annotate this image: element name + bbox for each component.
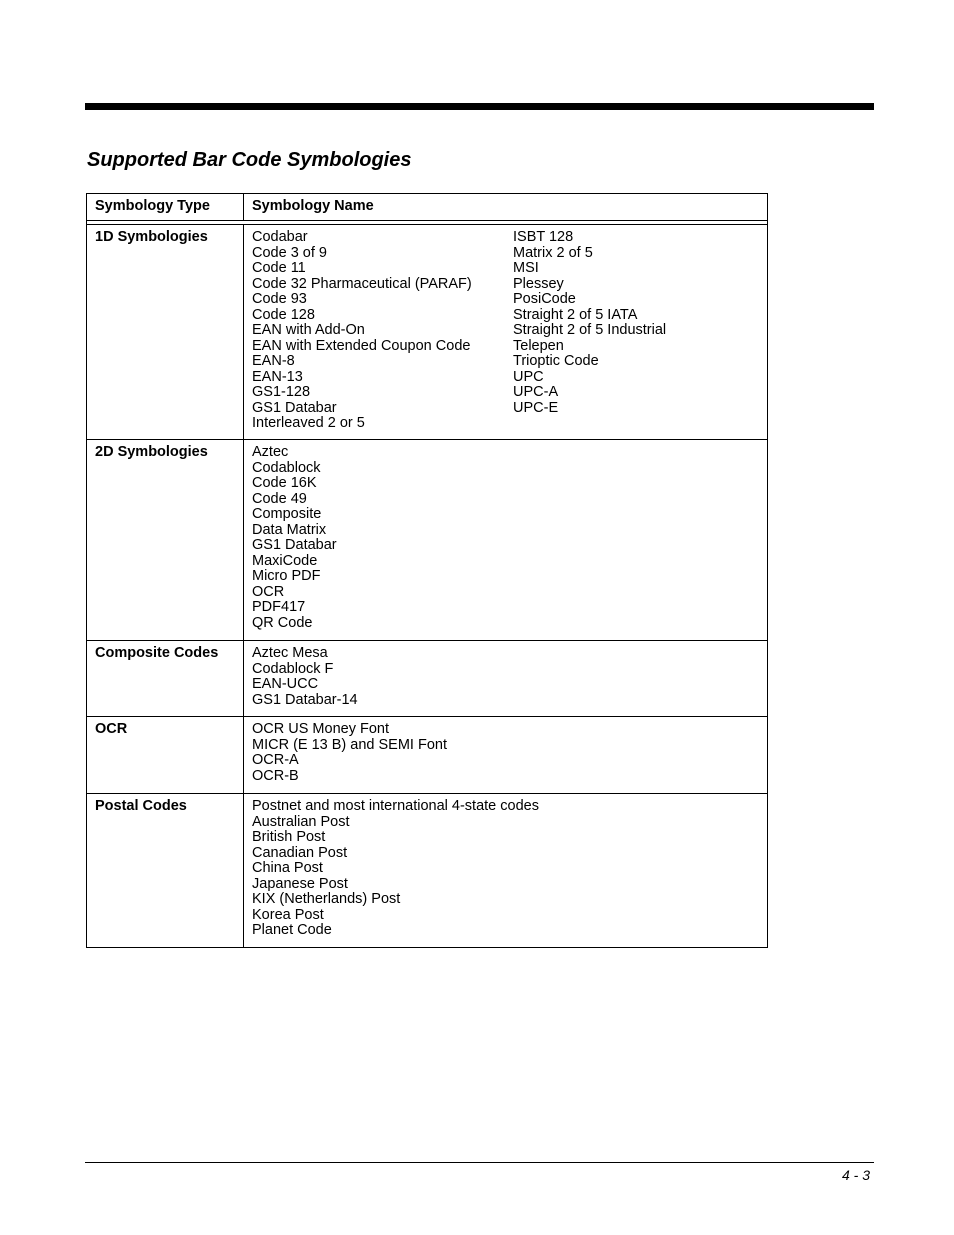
symbology-name-item: MSI (513, 260, 539, 276)
symbology-name-item: EAN with Extended Coupon Code (252, 337, 471, 354)
symbology-name-item: OCR-B (252, 767, 299, 784)
symbology-name-item: Code 16K (252, 475, 317, 491)
symbology-name-item: GS1 Databar-14 (252, 691, 358, 708)
header-symbology-name: Symbology Name (252, 198, 374, 214)
symbology-name-item: China Post (252, 860, 323, 876)
header-symbology-type: Symbology Type (87, 194, 244, 220)
symbology-name-item: Planet Code (252, 922, 332, 938)
symbology-name-item: Korea Post (252, 906, 324, 923)
bottom-rule (85, 1162, 874, 1163)
symbology-name-item: EAN with Add-On (252, 322, 365, 338)
symbology-name-item: Straight 2 of 5 IATA (513, 306, 638, 323)
symbology-name-item: PosiCode (513, 291, 576, 307)
symbology-name-item: GS1-128 (252, 384, 311, 400)
symbology-name-item: Code 128 (252, 306, 315, 323)
symbology-name-item: MICR (E 13 B) and SEMI Font (252, 736, 448, 753)
symbology-name-item: Code 3 of 9 (252, 244, 327, 261)
symbology-name-item: EAN-8 (252, 353, 295, 369)
symbology-name-item: Aztec Mesa (252, 645, 328, 661)
symbology-name-cell (244, 440, 767, 640)
symbology-type-cell: 1D Symbologies (87, 225, 244, 439)
symbology-name-item: Aztec (252, 444, 289, 460)
symbology-type-cell: OCR (87, 717, 244, 793)
symbology-name-item: Data Matrix (252, 521, 327, 538)
symbology-list-col2 (513, 230, 759, 432)
symbology-name-cell (244, 794, 767, 947)
page-title: Supported Bar Code Symbologies (87, 149, 412, 171)
symbology-name-item: UPC (513, 368, 544, 385)
symbology-name-item: Code 11 (252, 260, 306, 276)
table-header-row (87, 194, 767, 221)
symbology-name-cell (244, 717, 767, 793)
symbology-name-item: Straight 2 of 5 Industrial (513, 322, 667, 338)
symbology-name-item: UPC-E (513, 399, 559, 416)
symbology-type-cell: 2D Symbologies (87, 440, 244, 640)
symbology-name-item: Code 32 Pharmaceutical (PARAF) (252, 275, 472, 292)
symbology-name-item: OCR US Money Font (252, 721, 389, 737)
symbology-table (86, 193, 768, 948)
symbology-name-item: Japanese Post (252, 875, 348, 892)
symbology-name-cell (244, 225, 767, 439)
page-number: 4 - 3 (841, 1167, 870, 1183)
symbology-list-col1 (252, 230, 513, 432)
symbology-name-item: MaxiCode (252, 552, 318, 569)
symbology-name-item: EAN-UCC (252, 676, 319, 692)
symbology-name-item: Codablock (252, 459, 321, 476)
symbology-name-item: ISBT 128 (513, 229, 574, 245)
symbology-name-item: EAN-13 (252, 368, 303, 385)
symbology-name-item: Interleaved 2 or 5 (252, 415, 365, 431)
symbology-name-item: Telepen (513, 337, 564, 354)
symbology-name-item: Postnet and most international 4-state codes (252, 798, 539, 814)
table-row-ocr (87, 716, 767, 793)
symbology-name-item: QR Code (252, 614, 313, 631)
symbology-name-cell (244, 641, 767, 716)
symbology-name-item: Matrix 2 of 5 (513, 244, 593, 261)
table-row-composite (87, 640, 767, 716)
top-rule (85, 103, 874, 110)
symbology-name-item: Code 93 (252, 291, 307, 307)
symbology-type-cell: Postal Codes (87, 794, 244, 947)
symbology-type-cell: Composite Codes (87, 641, 244, 716)
symbology-name-item: Canadian Post (252, 844, 348, 861)
table-row-1d (87, 224, 767, 439)
symbology-name-item: Australian Post (252, 813, 350, 830)
symbology-name-item: UPC-A (513, 384, 559, 400)
symbology-name-item: Plessey (513, 275, 564, 292)
symbology-name-item: Codabar (252, 229, 308, 245)
symbology-name-item: Trioptic Code (513, 353, 599, 369)
symbology-name-item: GS1 Databar (252, 399, 337, 416)
symbology-name-item: Code 49 (252, 490, 307, 507)
symbology-name-item: Composite (252, 506, 322, 522)
symbology-name-item: GS1 Databar (252, 537, 337, 553)
symbology-name-item: OCR-A (252, 752, 299, 768)
symbology-name-item: Micro PDF (252, 568, 321, 584)
symbology-name-item: British Post (252, 829, 326, 845)
symbology-name-item: OCR (252, 583, 285, 600)
symbology-name-item: KIX (Netherlands) Post (252, 891, 401, 907)
table-row-postal (87, 793, 767, 947)
symbology-name-item: PDF417 (252, 599, 306, 615)
symbology-name-item: Codablock F (252, 660, 334, 677)
table-row-2d (87, 439, 767, 640)
